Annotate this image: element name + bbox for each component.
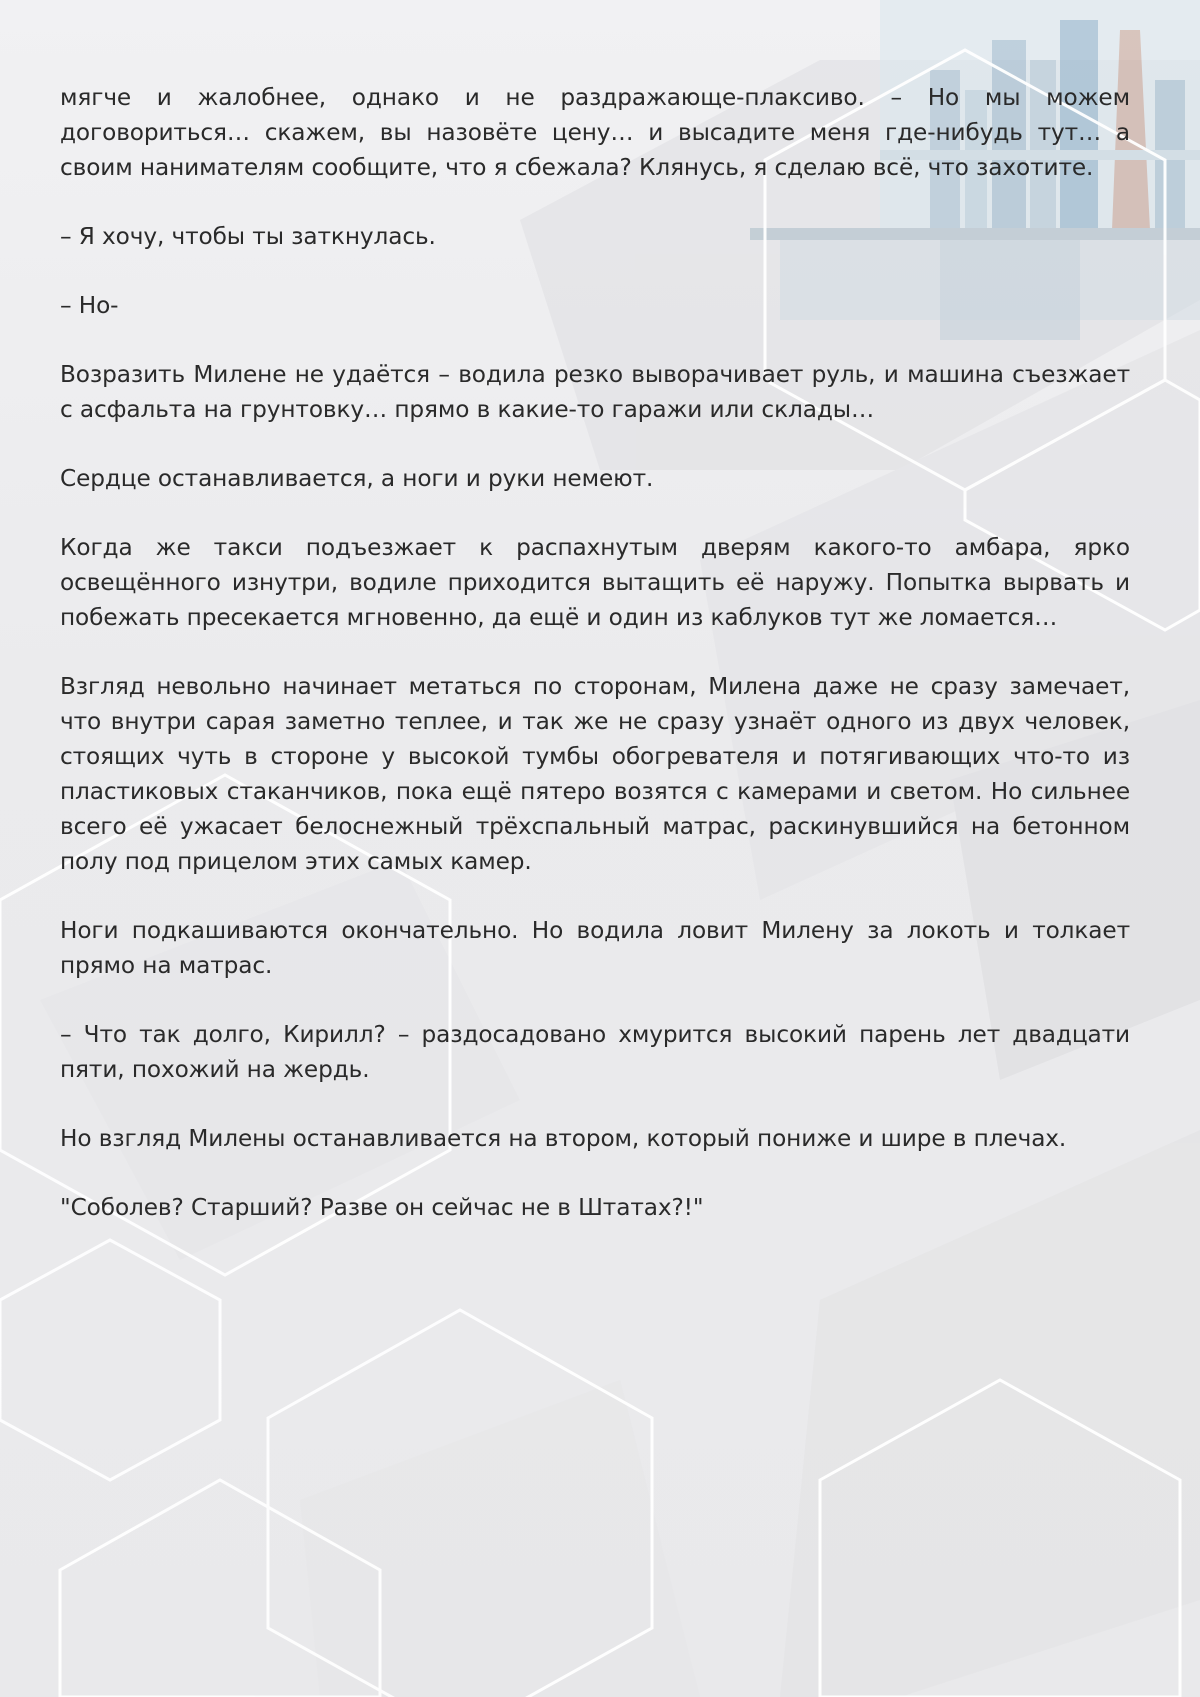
paragraph-1: мягче и жалобнее, однако и не раздражающе-плаксиво. – Но мы можем договориться… скажем, вы назовёте цену… и высадите меня где-нибудь тут… а своим нанимателям сообщите, что я сбежала? Клянусь, я сделаю всё, что захотите. bbox=[60, 84, 1130, 181]
paragraph-11: "Соболев? Старший? Разве он сейчас не в Штатах?!" bbox=[60, 1194, 704, 1221]
paragraph-6: Когда же такси подъезжает к распахнутым дверям какого-то амбара, ярко освещённого изнутри, водиле приходится вытащить её наружу. Попытка вырвать и побежать пресекается мгновенно, да ещё и один из каблуков тут же ломается… bbox=[60, 534, 1130, 631]
paragraph-4: Возразить Милене не удаётся – водила резко выворачивает руль, и машина съезжает с асфальта на грунтовку… прямо в какие-то гаражи или склады… bbox=[60, 361, 1130, 423]
paragraph-5: Сердце останавливается, а ноги и руки немеют. bbox=[60, 465, 654, 492]
paragraph-2: – Я хочу, чтобы ты заткнулась. bbox=[60, 223, 436, 250]
paragraph-9: – Что так долго, Кирилл? – раздосадовано хмурится высокий парень лет двадцати пяти, похожий на жердь. bbox=[60, 1021, 1130, 1083]
text-body bbox=[60, 80, 1130, 1259]
paragraph-7: Взгляд невольно начинает метаться по сторонам, Милена даже не сразу замечает, что внутри сарая заметно теплее, и так же не сразу узнаёт одного из двух человек, стоящих чуть в стороне у высокой тумбы обогревателя и потягивающих что-то из пластиковых стаканчиков, пока ещё пятеро возятся с камерами и светом. Но сильнее всего её ужасает белоснежный трёхспальный матрас, раскинувшийся на бетонном полу под прицелом этих самых камер. bbox=[60, 673, 1130, 875]
paragraph-3: – Но- bbox=[60, 292, 119, 319]
paragraph-8: Ноги подкашиваются окончательно. Но водила ловит Милену за локоть и толкает прямо на матрас. bbox=[60, 917, 1130, 979]
paragraph-10: Но взгляд Милены останавливается на втором, который пониже и шире в плечах. bbox=[60, 1125, 1067, 1152]
